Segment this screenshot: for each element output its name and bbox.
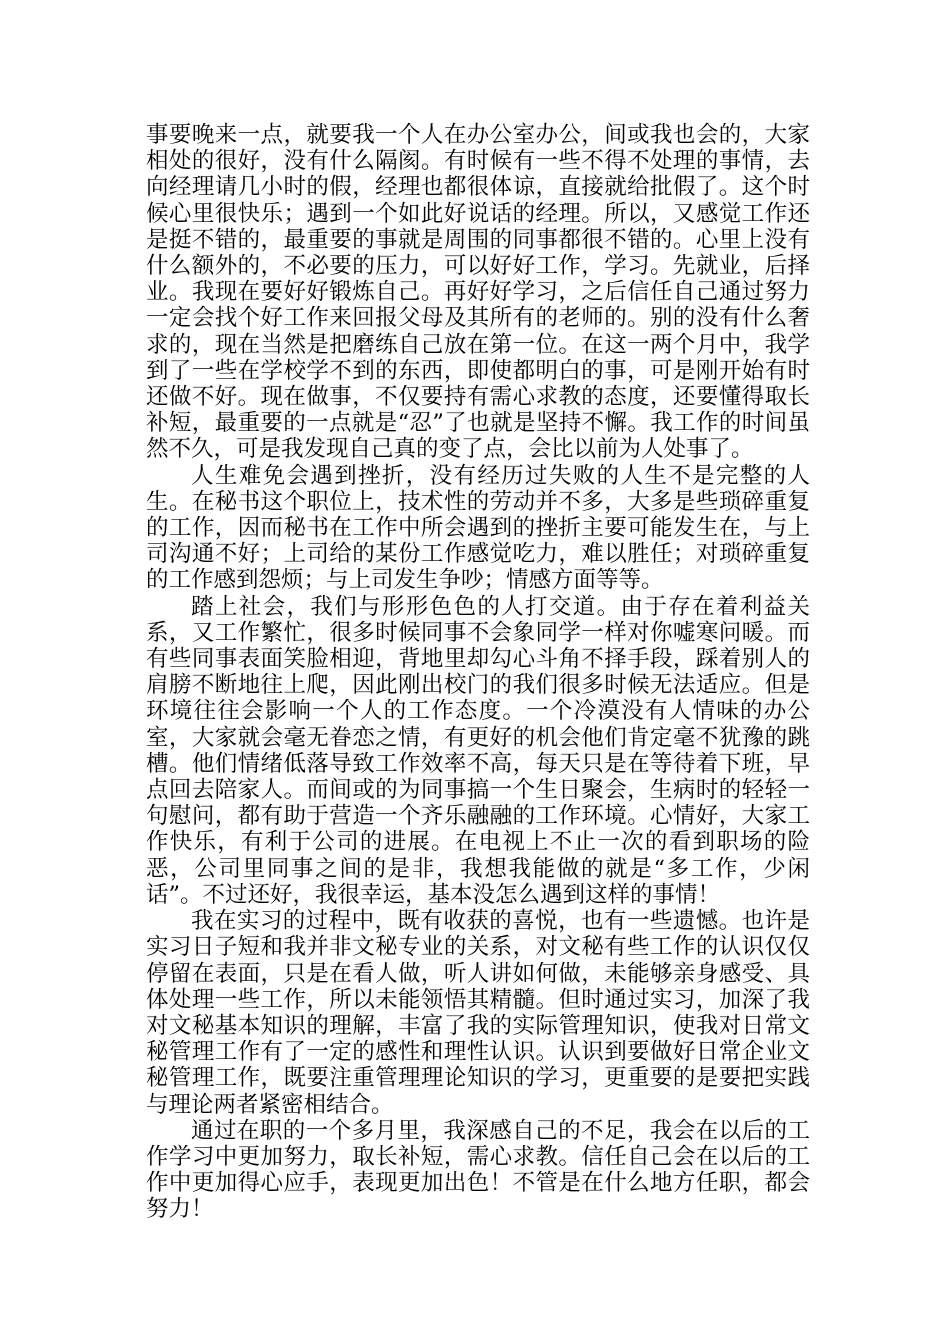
document-body xyxy=(146,122,810,1223)
paragraph-2: 人生难免会遇到挫折，没有经历过失败的人生不是完整的人生。在秘书这个职位上，技术性的劳动并不多，大多是些琐碎重复的工作，因而秘书在工作中所会遇到的挫折主要可能发生在，与上司沟通不好；上司给的某份工作感觉吃力，难以胜任；对琐碎重复的工作感到怨烦；与上司发生争吵；情感方面等等。 xyxy=(146,462,810,594)
paragraph-3: 踏上社会，我们与形形色色的人打交道。由于存在着利益关系，又工作繁忙，很多时候同事不会象同学一样对你嘘寒问暖。而有些同事表面笑脸相迎，背地里却勾心斗角不择手段，踩着别人的肩膀不断地往上爬，因此刚出校门的我们很多时候无法适应。但是环境往往会影响一个人的工作态度。一个冷漠没有人情味的办公室，大家就会毫无眷恋之情，有更好的机会他们肯定毫不犹豫的跳槽。他们情绪低落导致工作效率不高，每天只是在等待着下班，早点回去陪家人。而间或的为同事搞一个生日聚会，生病时的轻轻一句慰问，都有助于营造一个齐乐融融的工作环境。心情好，大家工作快乐，有利于公司的进展。在电视上不止一次的看到职场的险恶，公司里同事之间的是非，我想我能做的就是“多工作，少闲话”。不过还好，我很幸运，基本没怎么遇到这样的事情！ xyxy=(146,593,810,908)
paragraph-1: 事要晚来一点，就要我一个人在办公室办公，间或我也会的，大家相处的很好，没有什么隔阂。有时候有一些不得不处理的事情，去向经理请几小时的假，经理也都很体谅，直接就给批假了。这个时候心里很快乐；遇到一个如此好说话的经理。所以，又感觉工作还是挺不错的，最重要的事就是周围的同事都很不错的。心里上没有什么额外的，不必要的压力，可以好好工作，学习。先就业，后择业。我现在要好好锻炼自己。再好好学习，之后信任自己通过努力一定会找个好工作来回报父母及其所有的老师的。别的没有什么奢求的，现在当然是把磨练自己放在第一位。在这一两个月中，我学到了一些在学校学不到的东西，即使都明白的事，可是刚开始有时还做不好。现在做事，不仅要持有需心求教的态度，还要懂得取长补短，最重要的一点就是“忍”了也就是坚持不懈。我工作的时间虽然不久，可是我发现自己真的变了点，会比以前为人处事了。 xyxy=(146,122,810,463)
paragraph-5: 通过在职的一个多月里，我深感自己的不足，我会在以后的工作学习中更加努力，取长补短，需心求教。信任自己会在以后的工作中更加得心应手，表现更加出色！不管是在什么地方任职，都会努力！ xyxy=(146,1117,810,1223)
paragraph-4: 我在实习的过程中，既有收获的喜悦，也有一些遗憾。也许是实习日子短和我并非文秘专业的关系，对文秘有些工作的认识仅仅停留在表面，只是在看人做，听人讲如何做，未能够亲身感受、具体处理一些工作，所以未能领悟其精髓。但时通过实习，加深了我对文秘基本知识的理解，丰富了我的实际管理知识，使我对日常文秘管理工作有了一定的感性和理性认识。认识到要做好日常企业文秘管理工作，既要注重管理理论知识的学习，更重要的是要把实践与理论两者紧密相结合。 xyxy=(146,908,810,1118)
